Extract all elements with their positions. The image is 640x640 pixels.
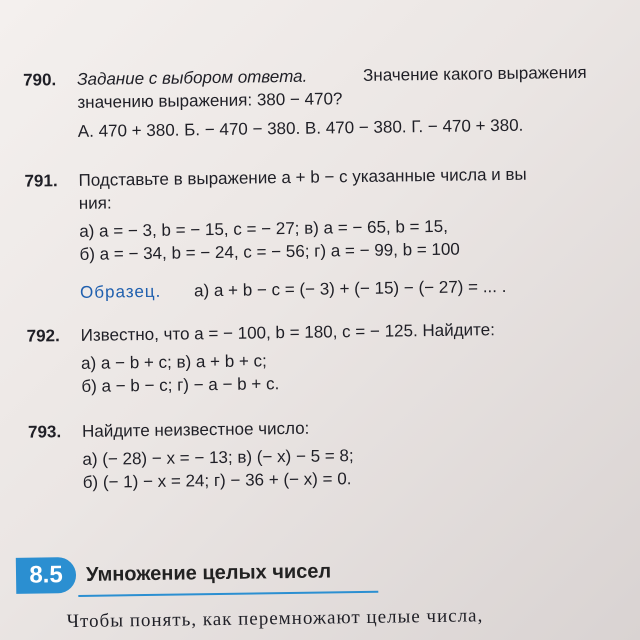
section-intro-text: Чтобы понять, как перемножают целые числа, — [66, 605, 484, 633]
problem-792-number: 792. — [26, 326, 60, 346]
problem-791-row1: а) a = − 3, b = − 15, c = − 27; в) a = − 65, b = 15, — [79, 216, 448, 241]
problem-790-answers: А. 470 + 380. Б. − 470 − 380. В. 470 − 380. Г. − 470 + 380. — [77, 115, 524, 141]
problem-791-text-line1: Подставьте в выражение a + b − c указанные числа и вы — [78, 164, 527, 190]
problem-793-row1: а) (− 28) − x = − 13; в) (− x) − 5 = 8; — [82, 446, 354, 469]
problem-793-text-line1: Найдите неизвестное число: — [81, 418, 310, 441]
section-underline — [78, 591, 378, 597]
problem-790-title: Задание с выбором ответа. — [76, 66, 308, 89]
problem-792-row1: а) a − b + c; в) a + b + c; — [80, 351, 267, 373]
problem-791-text-line2: ния: — [78, 193, 112, 213]
problem-790-number: 790. — [22, 70, 57, 90]
problem-790-text-line2: значению выражения: 380 − 470? — [77, 89, 343, 112]
problem-791-sample-text: а) a + b − c = (− 3) + (− 15) − (− 27) = ... . — [193, 276, 507, 301]
section-number-badge: 8.5 — [16, 557, 76, 594]
problem-790-text-line1: Значение какого выражения — [362, 62, 587, 85]
problem-792-text-line1: Известно, что a = − 100, b = 180, c = − 125. Найдите: — [80, 320, 495, 345]
problem-791-number: 791. — [24, 171, 58, 191]
problem-793-number: 793. — [27, 422, 62, 442]
problem-792-row2: б) a − b − c; г) − a − b + c. — [81, 374, 280, 396]
problem-791-row2: б) a = − 34, b = − 24, c = − 56; г) a = − 99, b = 100 — [79, 239, 460, 264]
problem-791-sample-label: Образец. — [79, 281, 162, 302]
section-title: Умножение целых чисел — [85, 560, 332, 586]
problem-793-row2: б) (− 1) − x = 24; г) − 36 + (− x) = 0. — [82, 469, 352, 492]
